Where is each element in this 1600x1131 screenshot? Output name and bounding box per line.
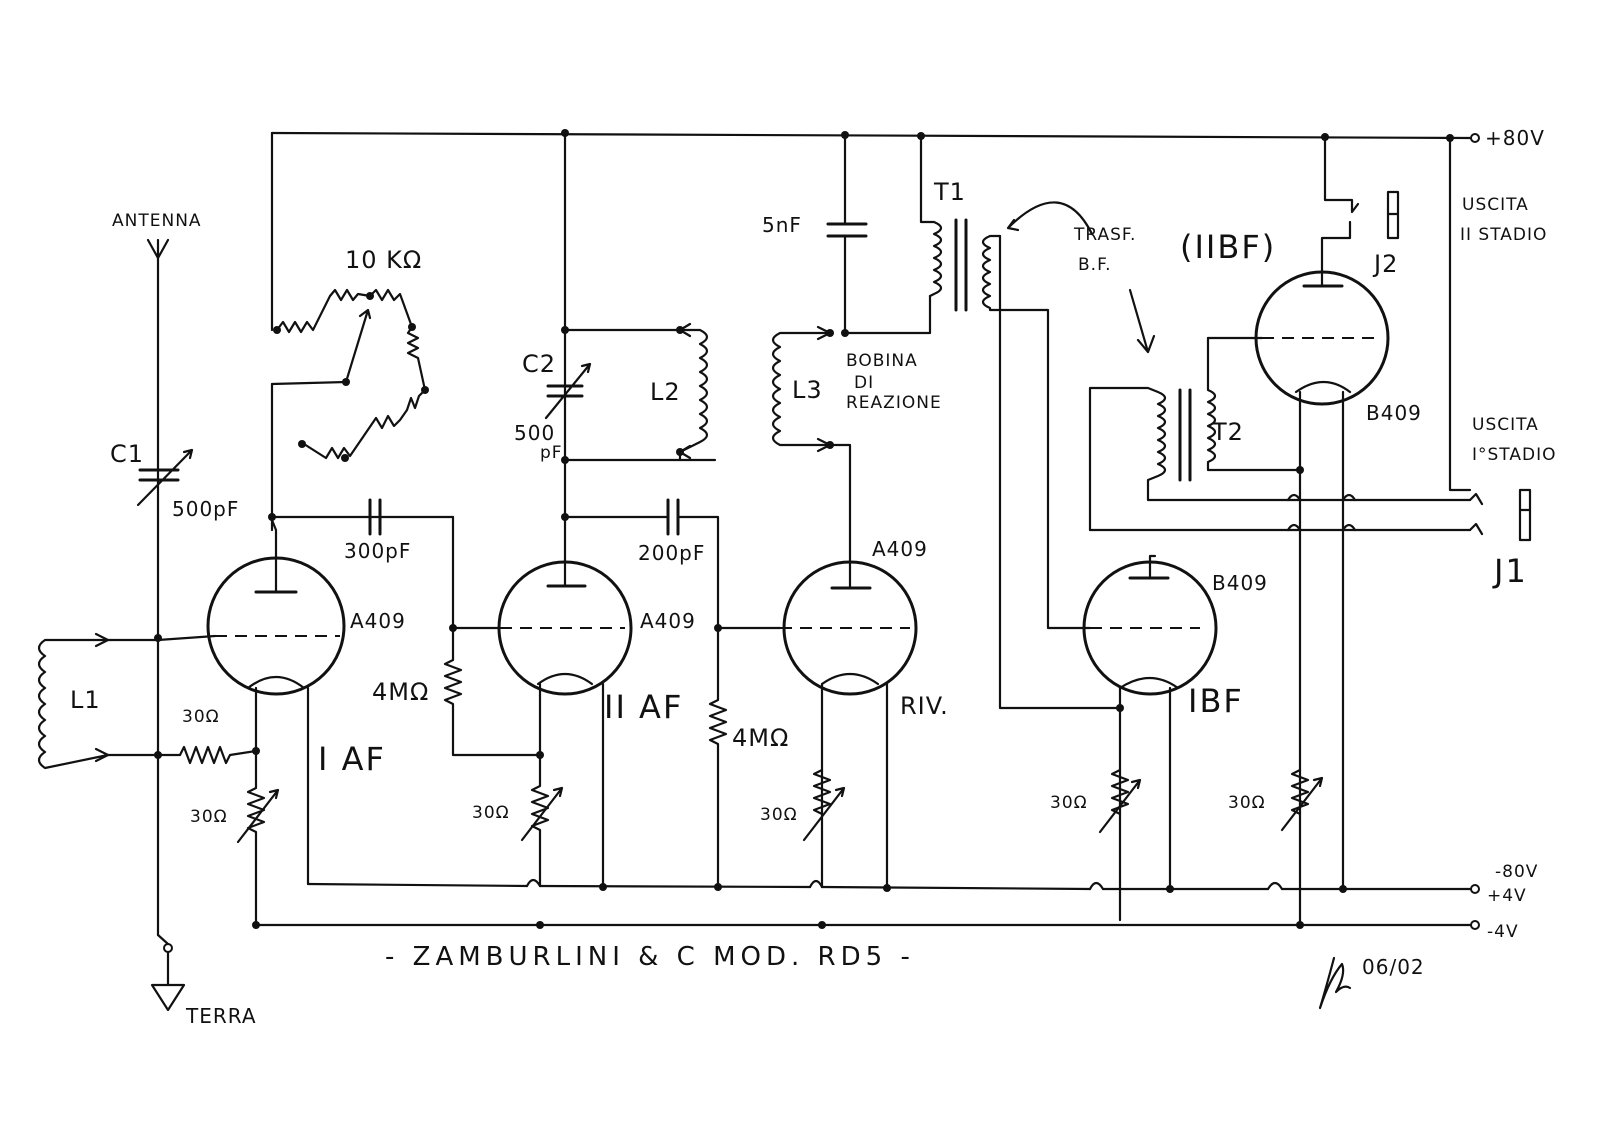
t1-label: T1 — [934, 178, 966, 206]
stage-ibf-label: IBF — [1188, 682, 1244, 720]
tube-4 — [1084, 556, 1216, 920]
minus-80v-label: -80V — [1495, 862, 1539, 882]
rheostat-30-stage1 — [238, 751, 278, 925]
t2-label: T2 — [1212, 418, 1244, 446]
c-200pf-label: 200pF — [638, 541, 706, 565]
resistor-4m-1 — [445, 628, 540, 755]
jack-j2 — [1325, 137, 1398, 238]
transformer-t2 — [1090, 338, 1470, 530]
tube2-label: A409 — [640, 609, 696, 633]
plus-80v-label: +80V — [1485, 126, 1545, 150]
signature-date: 06/02 — [1362, 955, 1425, 979]
antenna-symbol — [148, 240, 168, 935]
tube5-label: B409 — [1366, 401, 1422, 425]
grid2-wire — [453, 517, 500, 628]
j2-label: J2 — [1374, 250, 1399, 278]
bobina-3-label: REAZIONE — [846, 393, 942, 413]
r-4m-1-label: 4MΩ — [372, 678, 430, 706]
tube-1 — [208, 384, 453, 884]
r-30-var5-label: 30Ω — [1228, 793, 1266, 813]
bobina-2-label: DI — [854, 373, 875, 393]
ground-symbol — [152, 935, 184, 1010]
c2-label: C2 — [522, 350, 557, 378]
capacitor-5nf — [828, 135, 930, 333]
stage-iaf-label: I AF — [318, 740, 386, 778]
tube4-label: B409 — [1212, 571, 1268, 595]
trasf-1-label: TRASF. — [1074, 225, 1137, 245]
c2-value-1-label: 500 — [514, 421, 556, 445]
r-30-series-label: 30Ω — [182, 707, 220, 727]
footer-title: - ZAMBURLINI & C MOD. RD5 - — [385, 942, 915, 972]
stage-iibf-label: (ΙΙBF) — [1180, 228, 1277, 266]
tube3-label: A409 — [872, 537, 928, 561]
signature — [1320, 958, 1350, 1008]
c1-value-label: 500pF — [172, 497, 240, 521]
r-30-var3-label: 30Ω — [760, 805, 798, 825]
tube-3 — [780, 445, 916, 888]
r-4m-2-label: 4MΩ — [732, 724, 790, 752]
c1-label: C1 — [110, 440, 145, 468]
c-300pf-label: 300pF — [344, 539, 412, 563]
minus-4v-label: -4V — [1487, 922, 1519, 942]
resistor-30-series — [158, 747, 256, 763]
l1-label: L1 — [70, 686, 101, 714]
coil-l2 — [676, 324, 707, 460]
l3-label: L3 — [792, 376, 823, 404]
l2-label: L2 — [650, 378, 681, 406]
stage-riv-label: RIV. — [900, 692, 949, 720]
stage-iiaf-label: ΙΙ AF — [604, 688, 684, 726]
r-30-var4-label: 30Ω — [1050, 793, 1088, 813]
bobina-1-label: BOBINA — [846, 351, 918, 371]
uscita2-2-label: ΙΙ STADIO — [1460, 225, 1548, 245]
jack-j1 — [1090, 490, 1530, 540]
plus-4v-label: +4V — [1487, 886, 1527, 906]
tube1-label: A409 — [350, 609, 406, 633]
terra-label: TERRA — [186, 1004, 257, 1028]
uscita2-wire — [1450, 138, 1470, 490]
c2-value-2-label: pF — [540, 443, 563, 463]
r-30-var2-label: 30Ω — [472, 803, 510, 823]
c-5nf-label: 5nF — [762, 213, 802, 237]
pot-10k-label: 10 KΩ — [345, 246, 423, 274]
uscita1-1-label: USCITA — [1472, 415, 1539, 435]
j1-label: J1 — [1494, 552, 1528, 590]
rheostat-30-stage3 — [804, 770, 844, 840]
r-30-var1-label: 30Ω — [190, 807, 228, 827]
trasf-arrow — [1130, 290, 1154, 352]
rheostat-30-stage2 — [522, 755, 562, 886]
tube-2 — [499, 133, 715, 887]
rheostat-30-stage5 — [1282, 770, 1322, 830]
antenna-label: ANTENNA — [112, 211, 202, 231]
resistor-4m-2 — [710, 628, 726, 887]
tube-5 — [1256, 222, 1388, 925]
trasf-2-label: B.F. — [1078, 255, 1112, 275]
coil-l1 — [39, 634, 215, 768]
uscita1-2-label: I°STADIO — [1472, 445, 1557, 465]
uscita2-1-label: USCITA — [1462, 195, 1529, 215]
potentiometer-10k — [272, 133, 429, 462]
